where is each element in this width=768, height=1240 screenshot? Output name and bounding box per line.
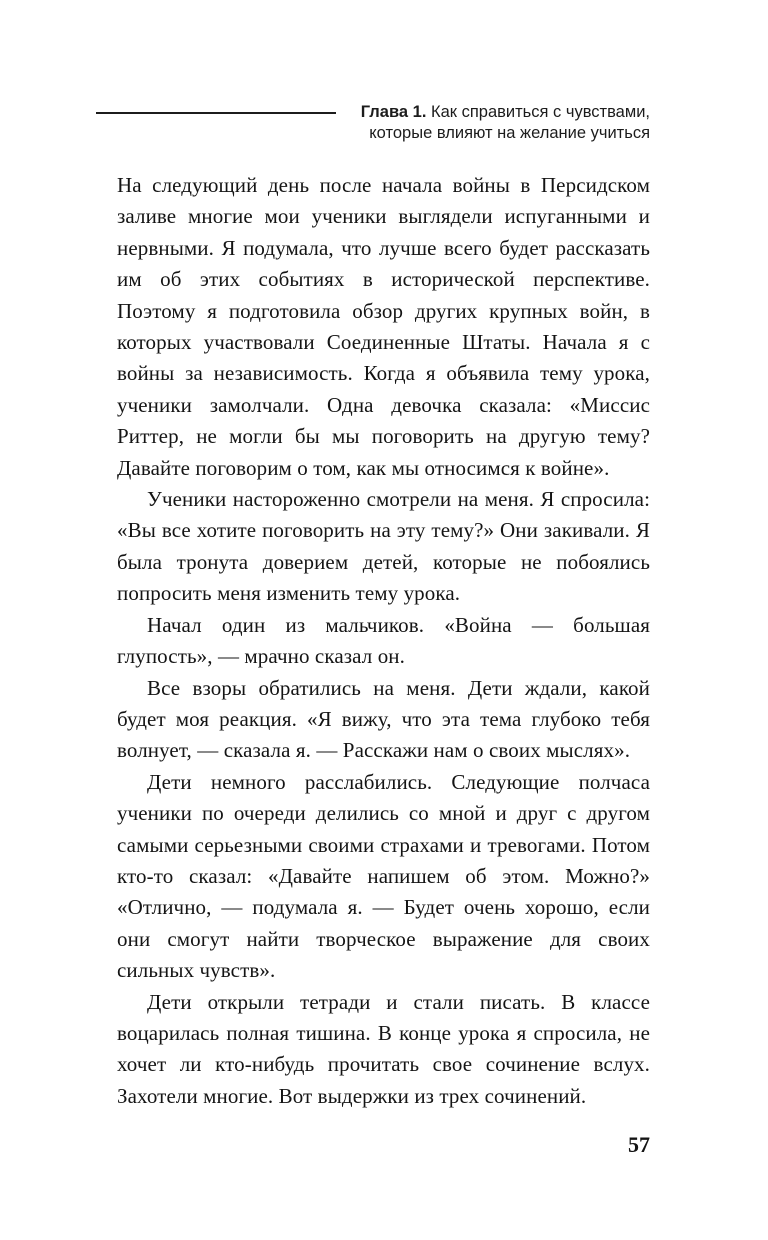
page-number: 57 (628, 1132, 650, 1158)
chapter-number: Глава 1. (360, 103, 427, 121)
paragraph: Дети немного расслабились. Следующие полчаса ученики по очереди делились со мной и друг с другом самыми серьезными своими страхами и тревогами. Потом кто-то сказал: «Давайте напишем об этом. Можно?» «Отлично, — подумала я. — Будет очень хорошо, если они смогут найти творческое выражение для своих сильных чувств». (117, 769, 650, 983)
paragraph: Все взоры обратились на меня. Дети ждали, какой будет моя реакция. «Я вижу, что эта тема глубоко тебя волнует, — сказала я. — Расскажи нам о своих мыслях». (117, 675, 650, 763)
header-rule-line (96, 112, 336, 114)
paragraph: Ученики настороженно смотрели на меня. Я спросила: «Вы все хотите поговорить на эту тему?» Они закивали. Я была тронута доверием детей, которые не побоялись попросить меня изменить тему урока. (117, 487, 650, 606)
page-body (117, 170, 650, 1112)
chapter-header (117, 102, 650, 144)
chapter-title-part2: которые влияют на желание учиться (369, 124, 650, 142)
chapter-title-part1: Как справиться с чувствами, (426, 103, 650, 121)
page-footer (117, 1132, 650, 1158)
paragraph: Дети открыли тетради и стали писать. В классе воцарилась полная тишина. В конце урока я спросила, не хочет ли кто-нибудь прочитать свое сочинение вслух. Захотели многие. Вот выдержки из трех сочинений. (117, 989, 650, 1108)
chapter-heading (117, 102, 650, 144)
paragraph: Начал один из мальчиков. «Война — большая глупость», — мрачно сказал он. (117, 612, 650, 669)
paragraph: На следующий день после начала войны в Персидском заливе многие мои ученики выглядели испуганными и нервными. Я подумала, что лучше всего будет рассказать им об этих событиях в исторической перспективе. Поэтому я подготовила обзор других крупных войн, в которых участвовали Соединенные Штаты. Начала я с войны за независимость. Когда я объявила тему урока, ученики замолчали. Одна девочка сказала: «Миссис Риттер, не могли бы мы поговорить на другую тему? Давайте поговорим о том, как мы относимся к войне». (117, 173, 650, 480)
